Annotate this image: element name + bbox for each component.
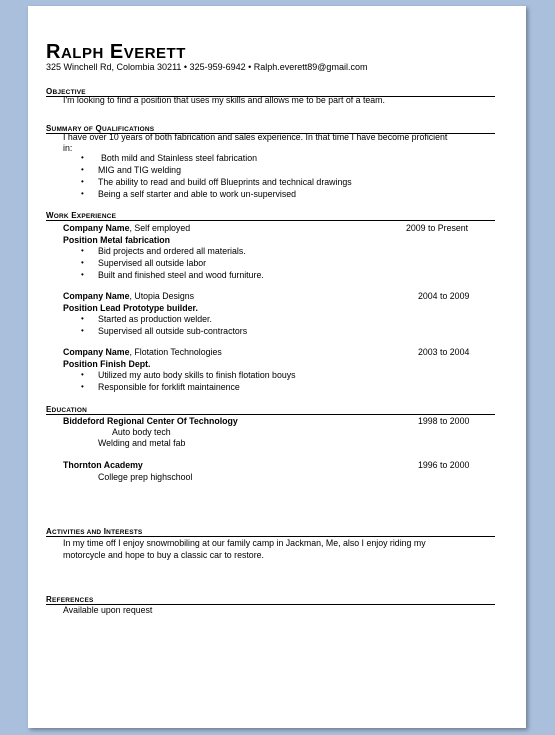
summary-intro-line1: I have over 10 years of both fabrication and sales experience. In that time I have become proficient (63, 132, 448, 142)
job-duty: Started as production welder. (98, 314, 212, 324)
job-duty: Responsible for forklift maintainence (98, 382, 240, 392)
school-detail: Auto body tech (112, 427, 171, 437)
objective-text: I'm looking to find a position that uses my skills and allows me to be part of a team. (63, 95, 385, 105)
work-heading: WORK EXPERIENCE (46, 211, 117, 220)
activities-line2: motorcycle and hope to buy a classic car to restore. (63, 550, 264, 560)
job-company: Company Name, Self employed (63, 223, 191, 233)
activities-line1: In my time off I enjoy snowmobiling at our family camp in Jackman, Me, also I enjoy riding my (63, 538, 426, 548)
resume-page (28, 6, 526, 728)
school-name: Thornton Academy (63, 460, 143, 470)
job-duty: Supervised all outside labor (98, 258, 207, 268)
school-dates: 1998 to 2000 (418, 416, 470, 426)
bullet-icon: • (81, 153, 84, 162)
summary-item: Being a self starter and able to work un-supervised (98, 189, 297, 199)
bullet-icon: • (81, 165, 84, 174)
job-position: Position Metal fabrication (63, 235, 171, 245)
summary-item: MIG and TIG welding (98, 165, 181, 175)
bullet-icon: • (81, 258, 84, 267)
bullet-icon: • (81, 370, 84, 379)
summary-item: The ability to read and build off Blueprints and technical drawings (98, 177, 352, 187)
summary-heading: SUMMARY OF QUALIFICATIONS (46, 124, 155, 133)
summary-item: Both mild and Stainless steel fabrication (101, 153, 257, 163)
school-detail: College prep highschool (98, 472, 193, 482)
bullet-icon: • (81, 382, 84, 391)
job-dates: 2003 to 2004 (418, 347, 470, 357)
bullet-icon: • (81, 189, 84, 198)
bullet-icon: • (81, 246, 84, 255)
school-name: Biddeford Regional Center Of Technology (63, 416, 238, 426)
job-duty: Bid projects and ordered all materials. (98, 246, 246, 256)
job-duty: Supervised all outside sub-contractors (98, 326, 248, 336)
bullet-icon: • (81, 270, 84, 279)
applicant-name: RALPH EVERETT (46, 41, 186, 63)
job-duty: Built and finished steel and wood furniture. (98, 270, 264, 280)
references-text: Available upon request (63, 605, 153, 615)
job-dates: 2004 to 2009 (418, 291, 470, 301)
job-duty: Utilized my auto body skills to finish flotation bouys (98, 370, 296, 380)
education-rule (46, 414, 495, 415)
activities-heading: ACTIVITIES AND INTERESTS (46, 527, 143, 536)
job-dates: 2009 to Present (406, 223, 469, 233)
school-detail: Welding and metal fab (98, 438, 186, 448)
contact-line: 325 Winchell Rd, Colombia 30211 • 325-959-6942 • Ralph.everett89@gmail.com (46, 62, 368, 72)
activities-rule (46, 536, 495, 537)
summary-intro-line2: in: (63, 143, 73, 153)
job-position: Position Finish Dept. (63, 359, 151, 369)
work-rule (46, 220, 495, 221)
job-position: Position Lead Prototype builder. (63, 303, 198, 313)
school-dates: 1996 to 2000 (418, 460, 470, 470)
education-heading: EDUCATION (46, 405, 87, 414)
bullet-icon: • (81, 177, 84, 186)
job-company: Company Name, Utopia Designs (63, 291, 195, 301)
job-company: Company Name, Flotation Technologies (63, 347, 222, 357)
bullet-icon: • (81, 326, 84, 335)
references-heading: REFERENCES (46, 595, 94, 604)
bullet-icon: • (81, 314, 84, 323)
objective-heading: OBJECTIVE (46, 87, 86, 96)
